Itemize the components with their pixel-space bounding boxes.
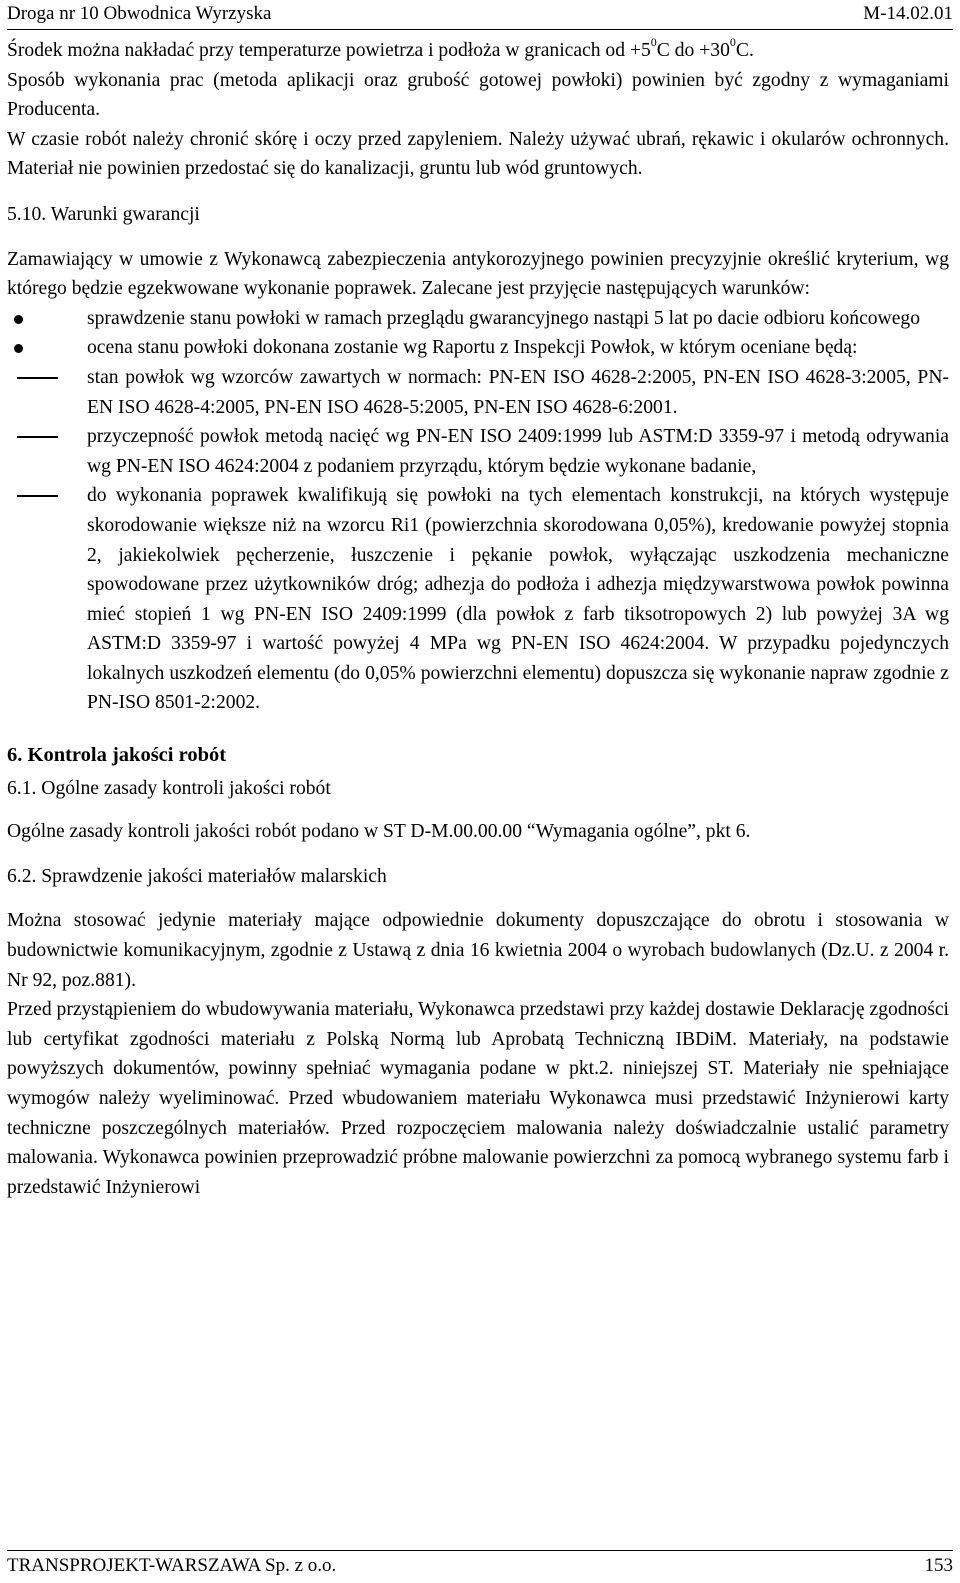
- page-number: 153: [924, 1555, 953, 1576]
- dash-item: [7, 363, 949, 422]
- paragraph-warranty-intro: Zamawiający w umowie z Wykonawcą zabezpieczenia antykorozyjnego powinien precyzyjnie określić kryterium, wg którego będzie egzekwowane wykonanie poprawek. Zalecane jest przyjęcie następujących warunków:: [7, 248, 949, 300]
- paragraph-materials-delivery: Przed przystąpieniem do wbudowywania materiału, Wykonawca przedstawi przy każdej dostawie Deklarację zgodności lub certyfikat zgodności materiału z Polską Normą lub Aprobatą Techniczną IBDiM. Materiały, na podstawie powyższych dokumentów, powinny spełniać wymagania podane w pkt.2. niniejszej ST. Materiały nie spełniające wymogów należy wyeliminować. Przed wbudowaniem materiału Wykonawca musi przedstawić Inżynierowi karty techniczne poszczególnych materiałów. Przed rozpoczęciem malowania należy doświadczalnie ustalić parametry malowania. Wykonawca powinien przeprowadzić próbne malowanie powierzchni za pomocą wybranego systemu farb i przedstawić Inżynierowi: [7, 999, 949, 1198]
- bullet-item: [7, 333, 949, 363]
- text-segment: C.: [735, 40, 754, 61]
- page-footer: [7, 1550, 953, 1583]
- footer-company: TRANSPROJEKT-WARSZAWA Sp. z o.o.: [7, 1555, 337, 1576]
- dash-icon: [17, 377, 58, 379]
- bullet-text: sprawdzenie stanu powłoki w ramach przeglądu gwarancyjnego nastąpi 5 lat po dacie odbioru końcowego: [87, 307, 921, 329]
- paragraph-application-temperature: [7, 36, 949, 66]
- bullet-icon: [14, 344, 23, 353]
- page-header: [7, 0, 953, 30]
- section-heading-6: 6. Kontrola jakości robót: [7, 744, 227, 767]
- bullet-text: ocena stanu powłoki dokonana zostanie wg Raportu z Inspekcji Powłok, w którym oceniane będą:: [87, 337, 858, 359]
- dash-icon: [17, 436, 58, 438]
- dash-text: przyczepność powłok metodą nacięć wg PN-EN ISO 2409:1999 lub ASTM:D 3359-97 i metodą odrywania wg PN-EN ISO 4624:2004 z podaniem przyrządu, którym będzie wykonane badanie,: [87, 426, 949, 477]
- paragraph-general-quality: Ogólne zasady kontroli jakości robót podano w ST D-M.00.00.00 “Wymagania ogólne”, pkt 6.: [7, 821, 751, 843]
- dash-item: [7, 422, 949, 481]
- dash-text: do wykonania poprawek kwalifikują się powłoki na tych elementach konstrukcji, na których występuje skorodowanie większe niż na wzorcu Ri1 (powierzchnia skorodowana 0,05%), kredowanie powyżej stopnia 2, jakiekolwiek pęcherzenie, łuszczenie i pękanie powłok, wyłączając uszkodzenia mechaniczne spowodowane przez użytkowników dróg; adhezja do podłoża i adhezja międzywarstwowa powłok powinna mieć stopień 1 wg PN-EN ISO 2409:1999 (dla powłok z farb tiksotropowych 2) lub powyżej 3A wg ASTM:D 3359-97 i wartość powyżej 4 MPa wg PN-EN ISO 4624:2004. W przypadku pojedynczych lokalnych uszkodzeń elementu (do 0,05% powierzchni elementu) dopuszcza się wykonanie napraw zgodnie z PN-ISO 8501-2:2002.: [87, 485, 949, 714]
- page-content: [7, 36, 949, 1202]
- subsection-heading-6-1: 6.1. Ogólne zasady kontroli jakości robót: [7, 777, 331, 799]
- section-heading-5-10: 5.10. Warunki gwarancji: [7, 203, 200, 225]
- bullet-item: [7, 304, 949, 334]
- dash-icon: [17, 495, 58, 497]
- dash-item: [7, 481, 949, 718]
- header-title: Droga nr 10 Obwodnica Wyrzyska: [7, 3, 272, 24]
- superscript-degree: 0: [729, 35, 736, 50]
- paragraph-safety: W czasie robót należy chronić skórę i oczy przed zapyleniem. Należy używać ubrań, rękawic i okularów ochronnych. Materiał nie powinien przedostać się do kanalizacji, gruntu lub wód gruntowych.: [7, 128, 949, 180]
- header-doc-code: M-14.02.01: [863, 3, 953, 24]
- bullet-icon: [14, 315, 23, 324]
- text-segment: C do +30: [656, 40, 730, 61]
- superscript-degree: 0: [650, 35, 657, 50]
- paragraph-execution-method: Sposób wykonania prac (metoda aplikacji oraz grubość gotowej powłoki) powinien być zgodny z wymaganiami Producenta.: [7, 69, 949, 121]
- text-segment: Środek można nakładać przy temperaturze powietrza i podłoża w granicach od +5: [7, 40, 651, 61]
- subsection-heading-6-2: 6.2. Sprawdzenie jakości materiałów malarskich: [7, 865, 387, 887]
- dash-text: stan powłok wg wzorców zawartych w normach: PN-EN ISO 4628-2:2005, PN-EN ISO 4628-3:2005, PN-EN ISO 4628-4:2005, PN-EN ISO 4628-5:2005, PN-EN ISO 4628-6:2001.: [87, 366, 949, 418]
- paragraph-materials-admission: Można stosować jedynie materiały mające odpowiednie dokumenty dopuszczające do obrotu i stosowania w budownictwie komunikacyjnym, zgodnie z Ustawą z dnia 16 kwietnia 2004 o wyrobach budowlanych (Dz.U. z 2004 r. Nr 92, poz.881).: [7, 910, 949, 991]
